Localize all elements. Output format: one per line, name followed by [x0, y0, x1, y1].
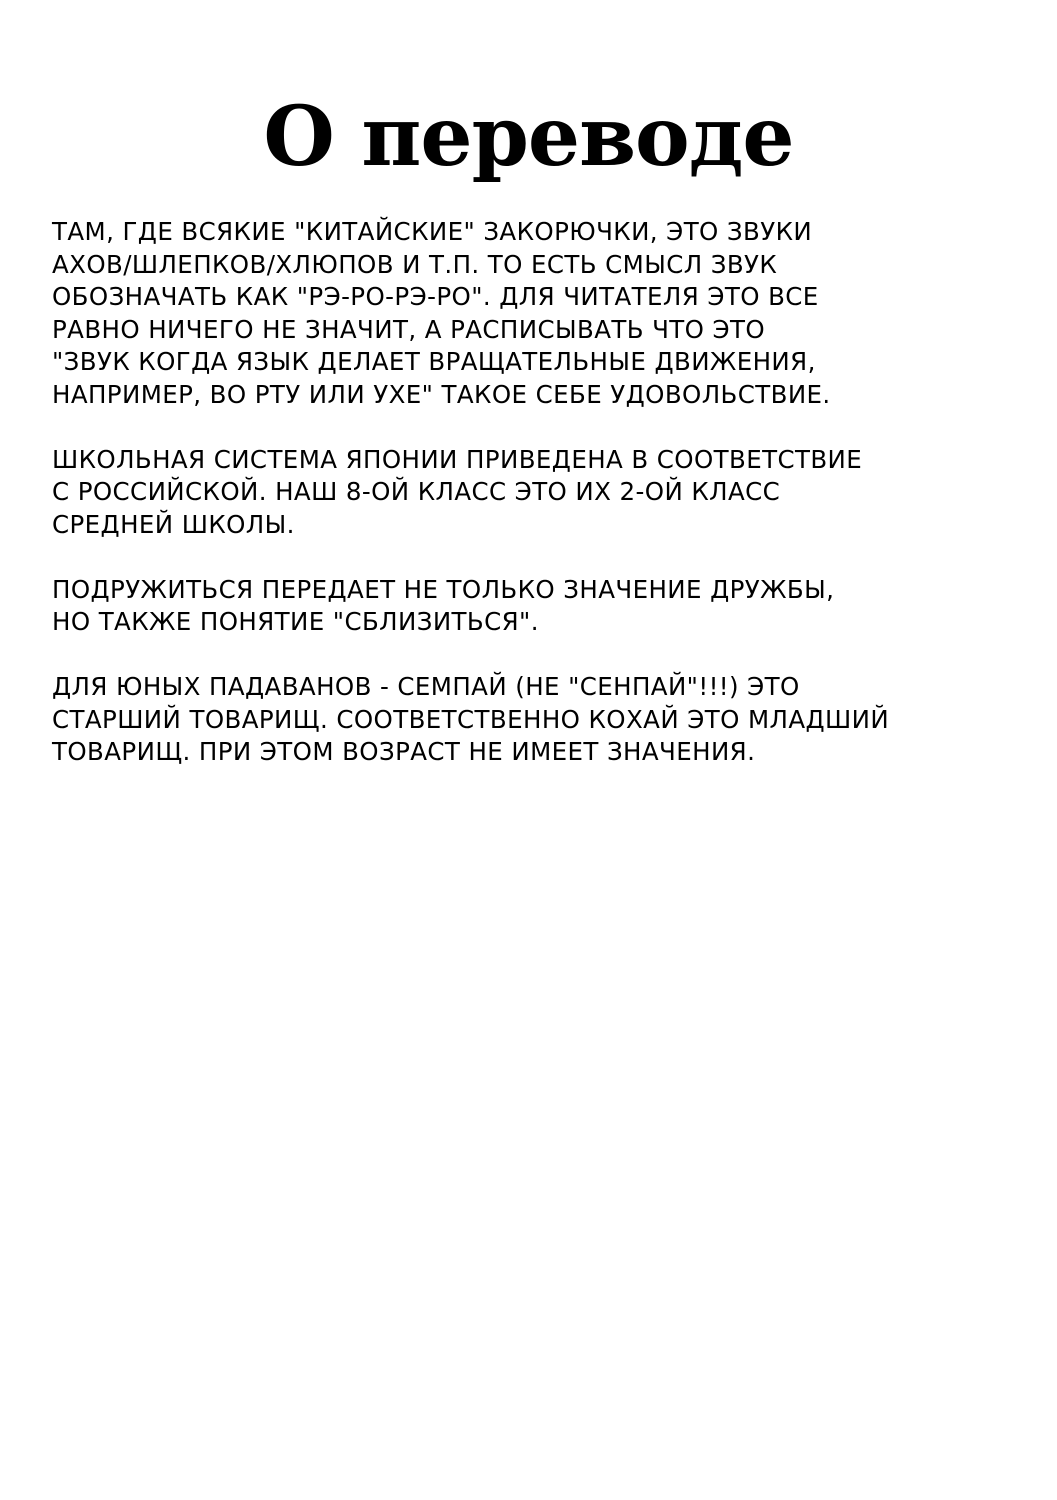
text-line: НО ТАКЖЕ ПОНЯТИЕ "СБЛИЗИТЬСЯ". [52, 607, 539, 636]
note-paragraph-sound-effects [52, 216, 1012, 411]
text-line: НАПРИМЕР, ВО РТУ ИЛИ УХЕ" ТАКОЕ СЕБЕ УДОВОЛЬСТВИЕ. [52, 379, 831, 409]
note-paragraph-befriend [52, 574, 1012, 639]
text-line: "ЗВУК КОГДА ЯЗЫК ДЕЛАЕТ ВРАЩАТЕЛЬНЫЕ ДВИЖЕНИЯ, [52, 347, 816, 376]
page-title: О переводе [263, 89, 794, 185]
text-line: РАВНО НИЧЕГО НЕ ЗНАЧИТ, А РАСПИСЫВАТЬ ЧТО ЭТО [52, 314, 766, 344]
translator-notes [52, 216, 1012, 801]
text-line: СРЕДНЕЙ ШКОЛЫ. [52, 509, 295, 539]
note-paragraph-school-system [52, 444, 1012, 542]
text-line: С РОССИЙСКОЙ. НАШ 8-ОЙ КЛАСС ЭТО ИХ 2-ОЙ КЛАСС [52, 477, 781, 506]
text-line: АХОВ/ШЛЕПКОВ/ХЛЮПОВ И Т.П. ТО ЕСТЬ СМЫСЛ ЗВУК [52, 249, 778, 279]
text-line: ТАМ, ГДЕ ВСЯКИЕ "КИТАЙСКИЕ" ЗАКОРЮЧКИ, ЭТО ЗВУКИ [52, 217, 813, 246]
text-line: ШКОЛЬНАЯ СИСТЕМА ЯПОНИИ ПРИВЕДЕНА В СООТВЕТСТВИЕ [52, 444, 863, 474]
text-line: ОБОЗНАЧАТЬ КАК "РЭ-РО-РЭ-РО". ДЛЯ ЧИТАТЕЛЯ ЭТО ВСЕ [52, 282, 819, 311]
text-line: ДЛЯ ЮНЫХ ПАДАВАНОВ - СЕМПАЙ (НЕ "СЕНПАЙ"!!!) ЭТО [52, 672, 800, 701]
text-line: ТОВАРИЩ. ПРИ ЭТОМ ВОЗРАСТ НЕ ИМЕЕТ ЗНАЧЕНИЯ. [52, 737, 756, 766]
text-line: ПОДРУЖИТЬСЯ ПЕРЕДАЕТ НЕ ТОЛЬКО ЗНАЧЕНИЕ ДРУЖБЫ, [52, 574, 835, 604]
text-line: СТАРШИЙ ТОВАРИЩ. СООТВЕТСТВЕННО КОХАЙ ЭТО МЛАДШИЙ [52, 704, 890, 734]
note-paragraph-senpai-kohai [52, 671, 1012, 769]
